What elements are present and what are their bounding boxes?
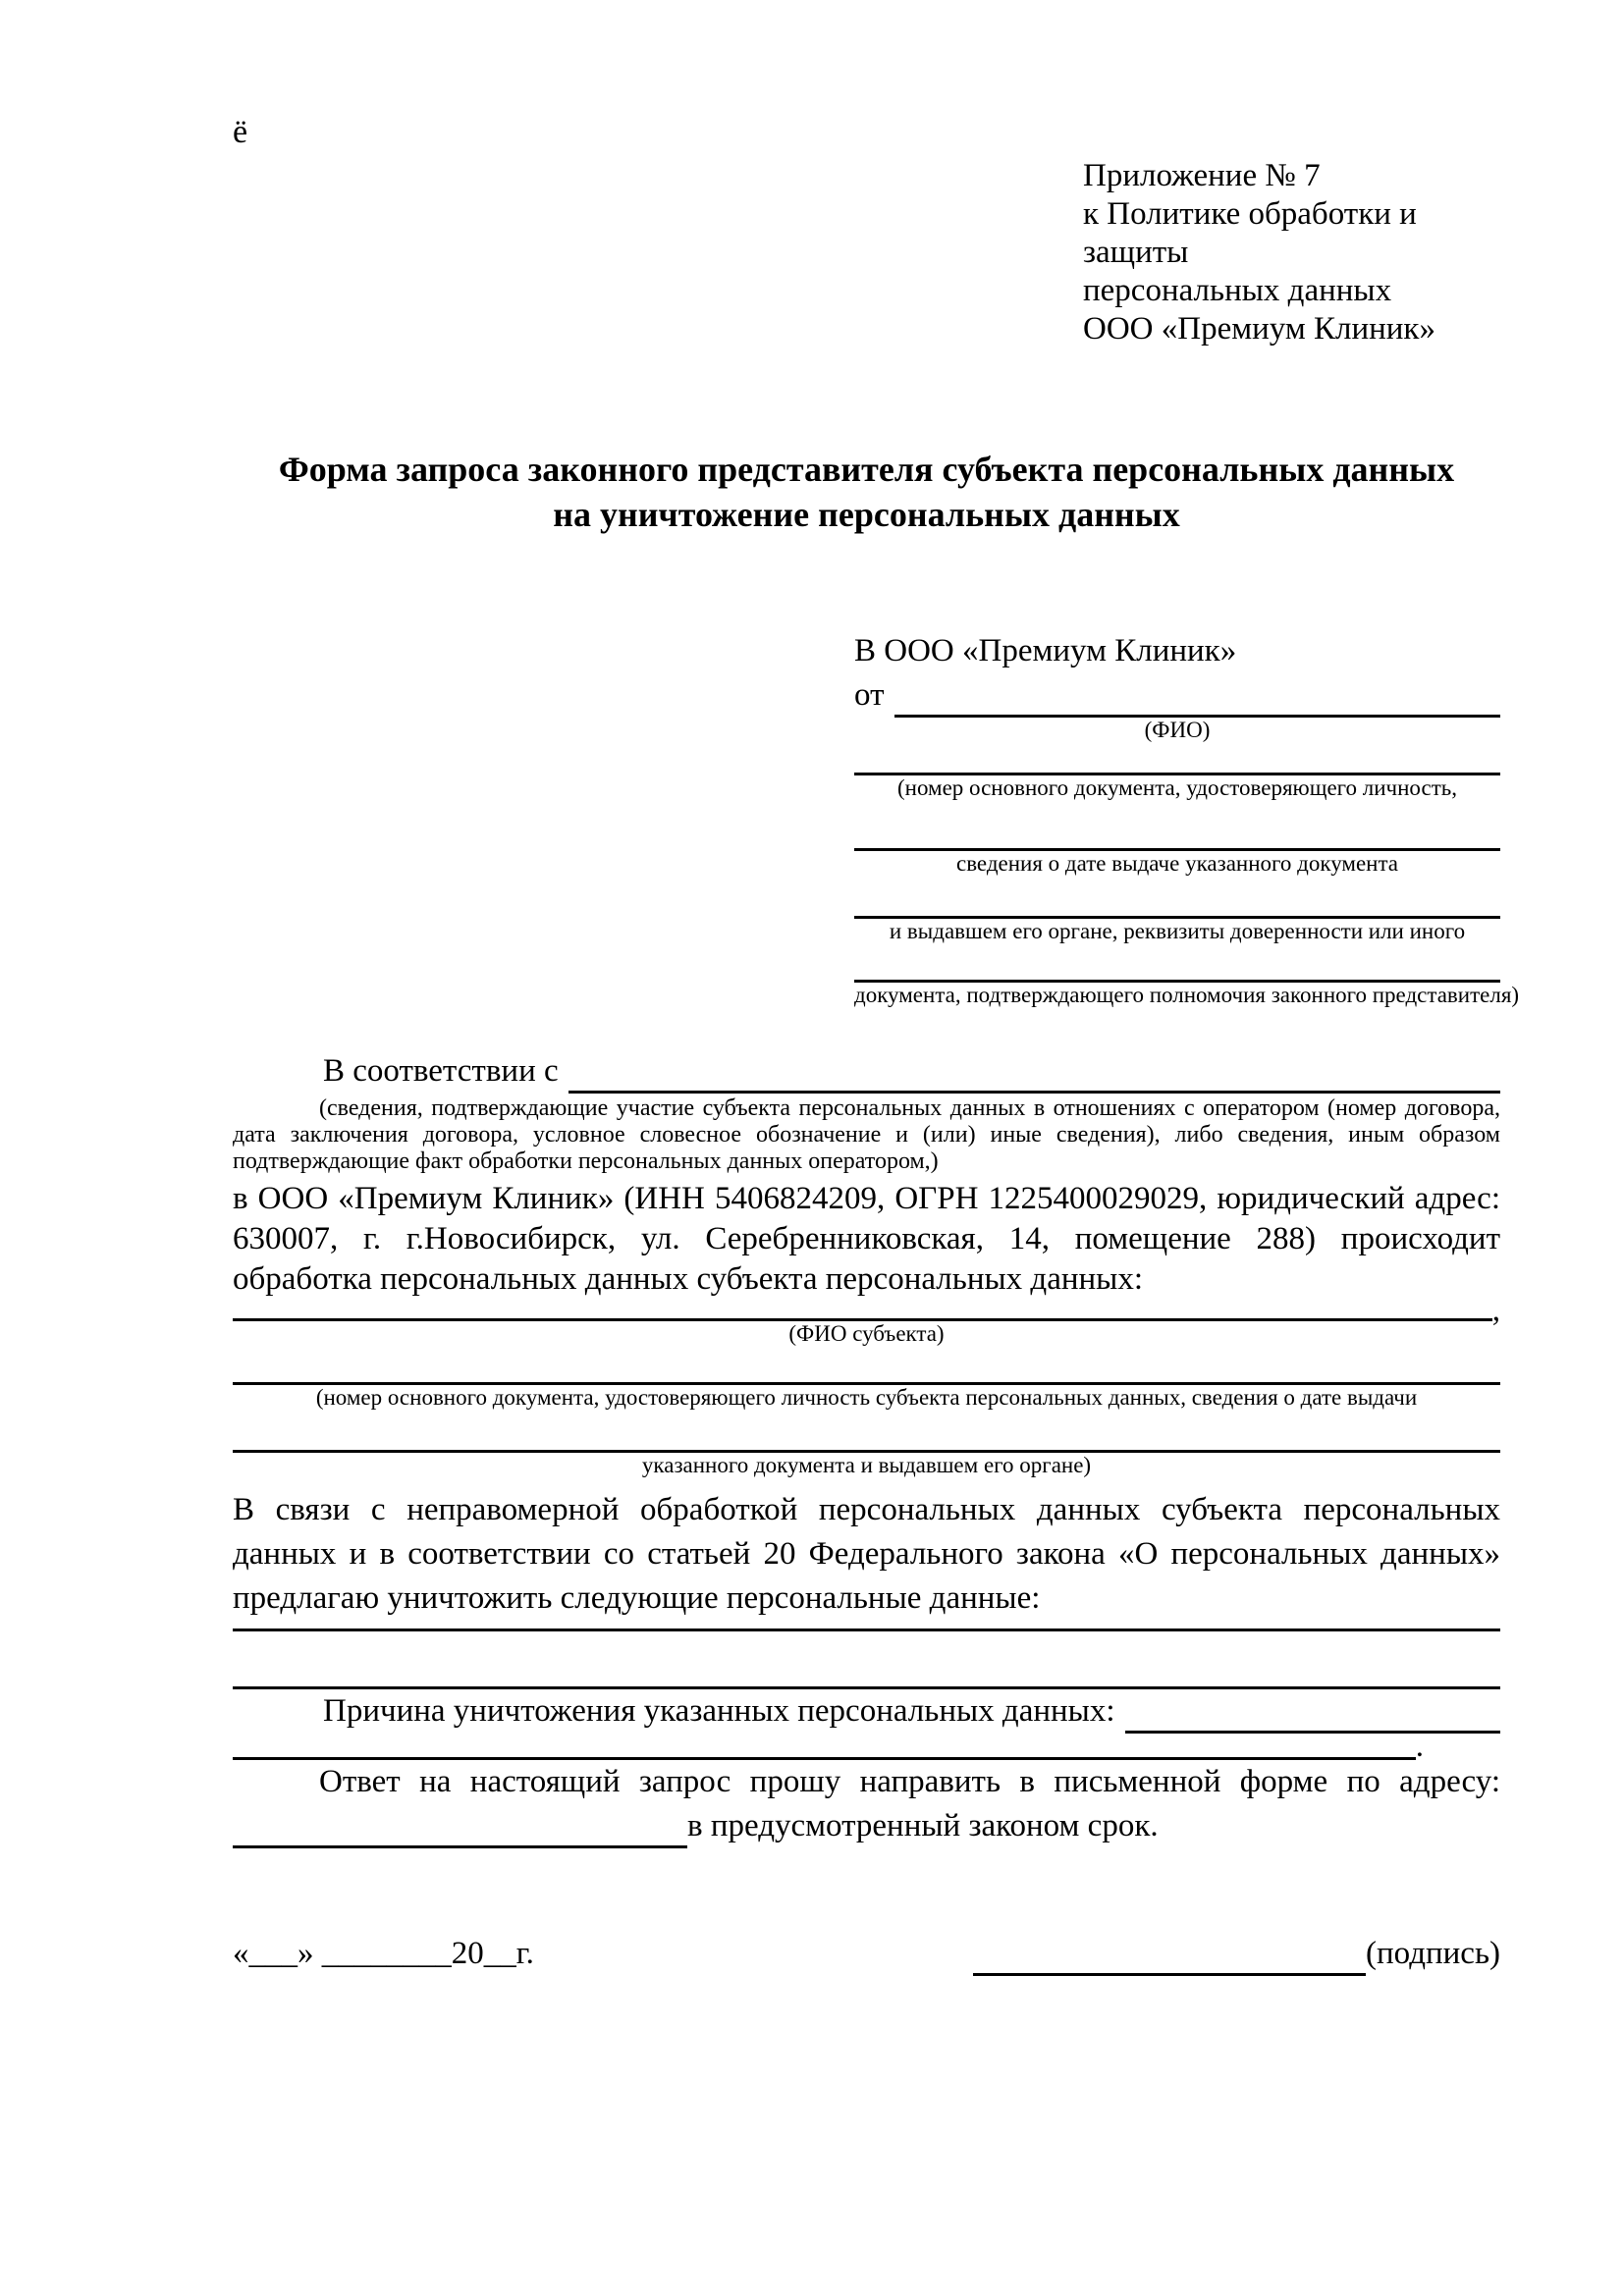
signature-fill-line — [973, 1934, 1366, 1976]
blank-fill-line — [233, 1631, 1500, 1689]
doc-fill-line — [854, 954, 1500, 983]
subject-doc-fill-line — [233, 1424, 1500, 1453]
addressee-to-line: В ООО «Премиум Клиник» — [854, 633, 1237, 668]
from-label: от — [854, 677, 885, 713]
stray-char: ё — [233, 114, 248, 150]
answer-line2-text: в предусмотренный законом срок. — [687, 1808, 1159, 1843]
subject-doc-caption-2: указанного документа и выдавшем его органе) — [641, 1453, 1092, 1477]
subject-doc-fill-line — [233, 1359, 1500, 1385]
doc-caption: и выдавшем его органе, реквизиты доверенности или иного — [889, 919, 1466, 943]
trailing-comma: , — [1491, 1293, 1500, 1328]
doc-fill-line — [854, 749, 1500, 775]
appendix-header — [1083, 157, 1500, 348]
date-line: «___» ________20__г. — [233, 1936, 534, 1971]
form-title — [233, 447, 1500, 537]
body-section — [233, 1049, 1500, 1976]
form-title-line2: на уничтожение персональных данных — [553, 495, 1180, 534]
reason-row — [233, 1689, 1500, 1734]
appendix-header-line: к Политике обработки и защиты — [1083, 196, 1417, 270]
blank-fill-line — [233, 1621, 1500, 1631]
fio-caption: (ФИО) — [1144, 718, 1211, 742]
reason-continue-row — [233, 1729, 1424, 1764]
answer-line2 — [233, 1804, 1500, 1848]
doc-caption: документа, подтверждающего полномочия законного представителя) — [854, 983, 1520, 1007]
appendix-header-line: Приложение № 7 — [1083, 158, 1321, 193]
reason-label: Причина уничтожения указанных персональных данных: — [323, 1693, 1115, 1729]
fio-fill-line — [894, 673, 1501, 718]
doc-caption: сведения о дате выдаче указанного документа — [955, 851, 1399, 876]
appendix-header-line: персональных данных — [1083, 273, 1392, 308]
accordance-row — [233, 1049, 1500, 1094]
doc-fill-line — [854, 890, 1500, 919]
operator-paragraph: в ООО «Премиум Клиник» (ИНН 5406824209, ОГРН 1225400029029, юридический адрес: 630007, г. г.Новосибирск, ул. Серебренниковская, 14, помещение 288) происходит обработка персональных данных субъекта персональных данных: — [233, 1181, 1500, 1297]
answer-address-fill-line — [233, 1804, 687, 1848]
trailing-period: . — [1415, 1729, 1424, 1764]
date-signature-row — [233, 1932, 1500, 1976]
accordance-fill-line — [568, 1049, 1500, 1094]
unlawful-paragraph: В связи с неправомерной обработкой персональных данных субъекта персональных данных и в соответствии со статьей 20 Федерального закона «О персональных данных» предлагаю уничтожить следующие персональные данные: — [233, 1492, 1500, 1616]
addressee-from-row — [854, 673, 1500, 718]
subject-fio-row — [233, 1293, 1500, 1328]
appendix-header-line: ООО «Премиум Клиник» — [1083, 311, 1435, 347]
reason-fill-line — [1125, 1689, 1500, 1734]
doc-fill-line — [854, 823, 1500, 851]
accordance-note: (сведения, подтверждающие участие субъекта персональных данных в отношениях с оператором (номер договора, дата заключения договора, условное словесное обозначение и (или) иные сведения), либо сведения, иным образом подтверждающие факт обработки персональных данных оператором,) — [233, 1095, 1500, 1174]
form-title-line1: Форма запроса законного представителя субъекта персональных данных — [278, 450, 1455, 489]
subject-doc-caption-1: (номер основного документа, удостоверяющего личность субъекта персональных данных, сведения о дате выдачи — [315, 1385, 1418, 1410]
answer-paragraph-line1: Ответ на настоящий запрос прошу направить в письменной форме по адресу: — [319, 1764, 1500, 1799]
signature-caption: (подпись) — [1366, 1936, 1500, 1971]
signature-area — [973, 1932, 1500, 1976]
accordance-label: В соответствии с — [323, 1053, 559, 1089]
subject-fio-caption: (ФИО субъекта) — [788, 1321, 945, 1346]
addressee-block — [854, 629, 1520, 1008]
doc-caption: (номер основного документа, удостоверяющего личность, — [896, 775, 1457, 800]
